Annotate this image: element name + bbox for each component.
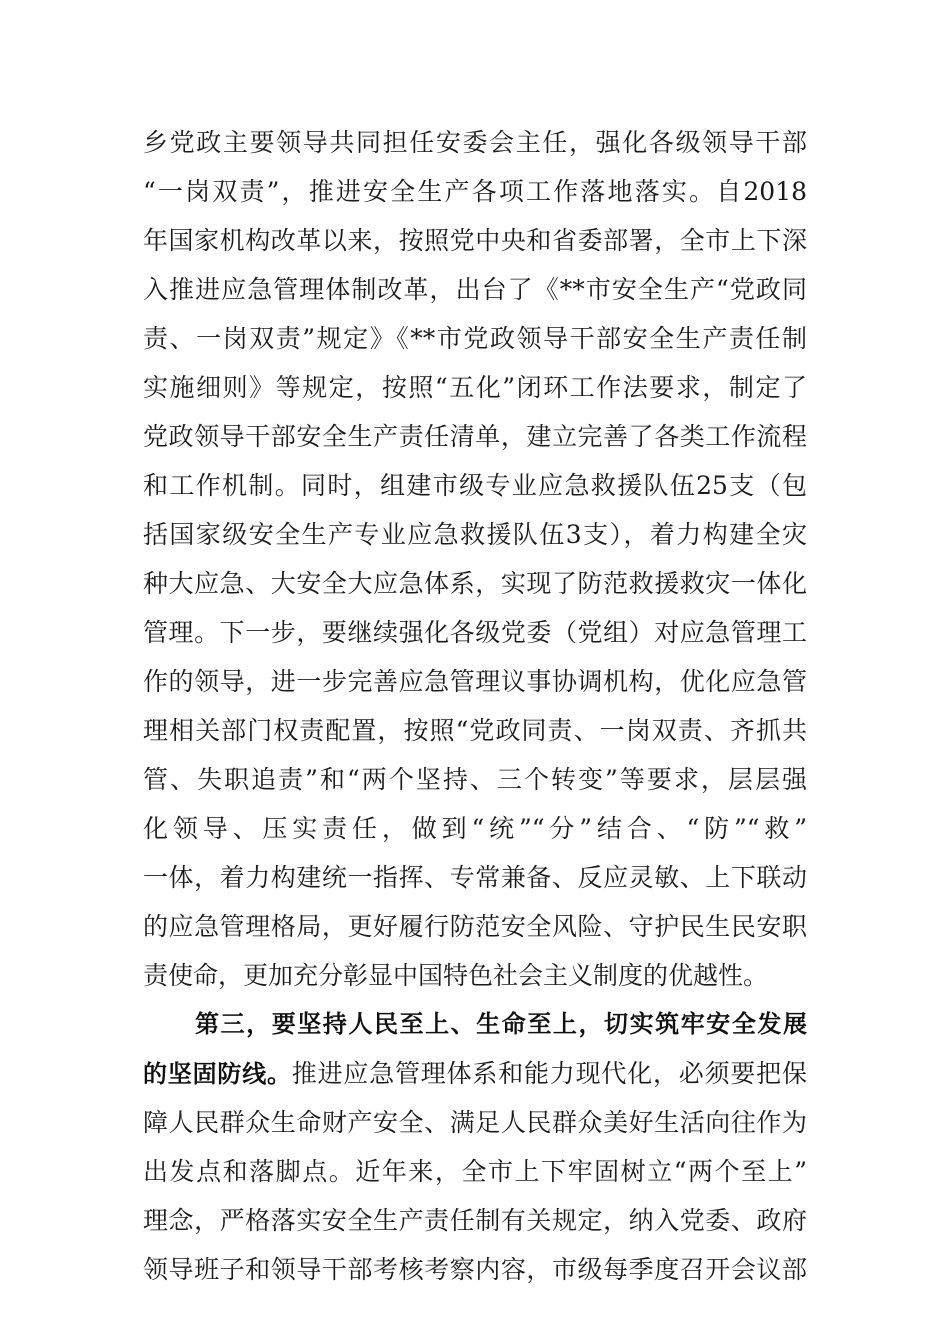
text-line: 种大应急、大安全大应急体系，实现了防范救援救灾一体化 [143, 569, 807, 598]
text-line: 管、失职追责”和“两个坚持、三个转变”等要求，层层强 [143, 765, 807, 794]
section-heading: 第三，要坚持人民至上、生命至上，切实筑牢安全发展 [195, 1010, 807, 1038]
text-line: 领导班子和领导干部考核考察内容，市级每季度召开会议部 [143, 1255, 807, 1284]
text-line: 作的领导，进一步完善应急管理议事协调机构，优化应急管 [143, 667, 807, 696]
text-line: 党政领导干部安全生产责任清单，建立完善了各类工作流程 [143, 422, 807, 451]
text-line: 乡党政主要领导共同担任安委会主任，强化各级领导干部 [143, 128, 807, 157]
text-line: 入推进应急管理体制改革，出台了《**市安全生产“党政同 [143, 275, 807, 304]
text-line: 括国家级安全生产专业应急救援队伍3支），着力构建全灾 [143, 520, 807, 549]
text-line: 出发点和落脚点。近年来，全市上下牢固树立“两个至上” [143, 1157, 807, 1186]
text-line: 和工作机制。同时，组建市级专业应急救援队伍25支（包 [143, 471, 807, 500]
text-line: 化领导、压实责任，做到“统”“分”结合、“防”“救” [143, 814, 807, 843]
text-line: “一岗双责”，推进安全生产各项工作落地落实。自2018 [143, 177, 807, 206]
text-line: 障人民群众生命财产安全、满足人民群众美好生活向往作为 [143, 1108, 807, 1137]
paragraph-2 [143, 1000, 807, 1294]
document-page [143, 118, 807, 1294]
text-line [143, 1049, 807, 1098]
text-line: 年国家机构改革以来，按照党中央和省委部署，全市上下深 [143, 226, 807, 255]
section-heading-end: 的坚固防线。 [143, 1060, 292, 1088]
text-line: 责使命，更加充分彰显中国特色社会主义制度的优越性。 [143, 961, 769, 990]
text-segment: 推进应急管理体系和能力现代化，必须要把保 [291, 1059, 807, 1088]
paragraph-1 [143, 118, 807, 1000]
text-line: 一体，着力构建统一指挥、专常兼备、反应灵敏、上下联动 [143, 863, 807, 892]
text-line: 的应急管理格局，更好履行防范安全风险、守护民生民安职 [143, 912, 807, 941]
text-line: 理相关部门权责配置，按照“党政同责、一岗双责、齐抓共 [143, 716, 807, 745]
text-line: 实施细则》等规定，按照“五化”闭环工作法要求，制定了 [143, 373, 807, 402]
text-line: 理念，严格落实安全生产责任制有关规定，纳入党委、政府 [143, 1206, 807, 1235]
text-line: 管理。下一步，要继续强化各级党委（党组）对应急管理工 [143, 618, 807, 647]
text-line: 责、一岗双责”规定》《**市党政领导干部安全生产责任制 [143, 324, 807, 353]
